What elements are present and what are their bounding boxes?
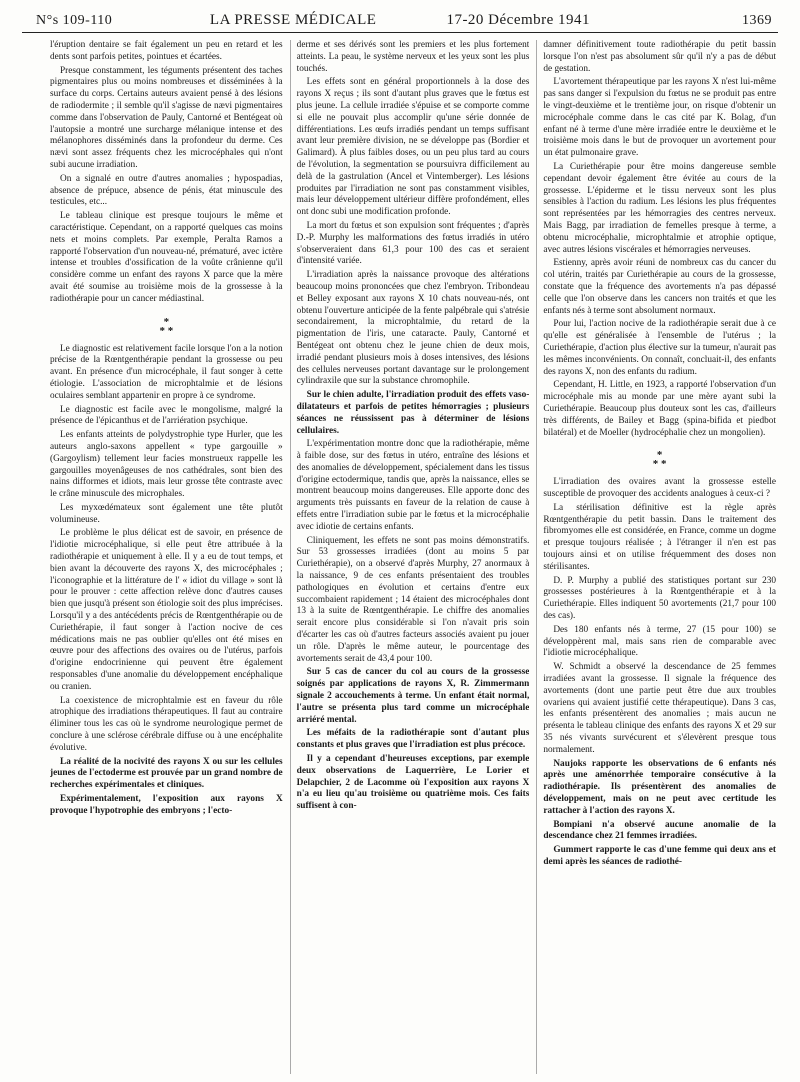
paragraph: Les enfants atteints de polydystrophie type Hurler, que les auteurs anglo-saxons appellent « type gargouille » (Gargoylism) tellement leur facies monstrueux rappelle les gargouilles moyenâgeuses de nos cathédrales, sont bien des nains difformes et idiots, mais leur grosse tête contraste avec le crâne minuscule des microphales.	[50, 430, 283, 500]
paragraph: Naujoks rapporte les observations de 6 enfants nés après une aménorrhée temporaire consécutive à la radiothérapie. Ils présentèrent des anomalies de développement, mais on ne peut avec certitude les rattacher à l'action des rayons X.	[543, 758, 777, 816]
paragraph: L'avortement thérapeutique par les rayons X n'est lui-même pas sans danger si l'expulsion du fœtus ne se produit pas entre le vingt-deuxième et le trentième jour, on risque d'obtenir un microcéphale comme dans le cas cité par K. Bolag, d'un enfant né à terme d'une mère irradiée entre le deuxième et le troisième mois dans le but de provoquer un avortement pour un état pulmonaire grave.	[543, 77, 777, 159]
paragraph: Sur 5 cas de cancer du col au cours de la grossesse soignés par applications de rayons X, R. Zimmermann signale 2 accouchements à terme. Un enfant était normal, l'autre se présenta plus tard comme un microcéphale arriéré mental.	[296, 667, 530, 725]
paragraph: Pour lui, l'action nocive de la radiothérapie serait due à ce qu'elle est généralisée à l'ensemble de l'utérus ; la Curiethérapie, d'action plus élective sur la tumeur, n'aurait pas les mêmes inconvénients. On connaît, concluait-il, des enfants des rayons X, non des enfants du radium.	[543, 319, 777, 377]
paragraph: L'irradiation après la naissance provoque des altérations beaucoup moins prononcées que chez l'embryon. Tribondeau et Belley exposant aux rayons X 10 chats nouveau-nés, ont obtenu l'ouverture anticipée de la fente palpébrale qui s'atrésie secondairement, la microphtalmie, du retard de la pigmentation de l'iris, une cataracte. Pauly, Cantorné et Bentégeat ont obtenu chez le jeune chien de deux mois, irradié pendant plusieurs mois à doses intensives, des lésions des cellules nerveuses portant davantage sur le prolongement cylindraxile que sur la substance chromophile.	[296, 270, 530, 387]
section-separator: * * *	[159, 315, 174, 337]
paragraph: La réalité de la nocivité des rayons X ou sur les cellules jeunes de l'ectoderme est prouvée par un grand nombre de recherches expérimentales et cliniques.	[50, 756, 283, 791]
paragraph: Bompiani n'a observé aucune anomalie de la descendance chez 21 femmes irradiées.	[543, 819, 777, 842]
paragraph: L'irradiation des ovaires avant la grossesse estelle susceptible de provoquer des accidents analogues à ceux-ci ?	[543, 477, 777, 500]
paragraph: Estienny, après avoir réuni de nombreux cas du cancer du col utérin, traités par Curiethérapie au cours de la grossesse, constate que la fréquence des avortements n'a pas dépassé celle que l'on observe dans les cancers non traités et que les enfants nés à terme sont absolument normaux.	[543, 258, 777, 316]
journal-title: LA PRESSE MÉDICALE	[209, 12, 377, 28]
paragraph: Le problème le plus délicat est de savoir, en présence de l'idiotie microcéphalique, si elle peut être attribuée à la radiothérapie et uniquement à elle. Il y a eu de tout temps, et bien avant la découverte des rayons X, des microcéphales ; l'iconographie et la littérature de l' « idiot du village » sont là pour le prouver : cette affection relève donc d'autres causes bien que jusqu'à présent son étiologie soit des plus imprécises. Lorsqu'il y a des antécédents précis de Rœntgenthérapie ou de Curiethérapie, il faut songer à l'action nocive de ces médications mais ne pas oublier qu'elles ont été mises en œuvre pour des affections des ovaires ou de l'utérus, parfois d'origine endocrinienne qui peuvent être également responsables d'une anomalie du développement encéphalique ou cranien.	[50, 528, 283, 692]
paragraph: l'éruption dentaire se fait également un peu en retard et les dents sont parfois petites, pointues et écartées.	[50, 40, 283, 62]
page-header	[22, 10, 778, 33]
paragraph: Presque constamment, les téguments présentent des taches pigmentaires plus ou moins nombreuses et disséminées à la surface du corps. Certains auteurs avaient pensé à des lésions de radiodermite ; il semble qu'il s'agisse de nævi pigmentaires comme dans l'observation de Pauly, Cantorné et Bentégeat où l'autopsie a montré une surcharge mélanique intense et des mélanophores disséminés dans la profondeur du derme. Ces nævi sont assez fréquents chez les microcéphales qui n'ont subi aucune irradiation.	[50, 65, 283, 170]
paragraph: W. Schmidt a observé la descendance de 25 femmes irradiées avant la grossesse. Il signale la fréquence des avortements (dont une partie peut être due aux troubles ovariens qui avaient justifié cette thérapeutique). Dans 3 cas, les enfants présentèrent des anomalies ; mais aucun ne présenta le tableau clinique des enfants des rayons X et 29 sur 35 nés vivants survécurent et s'élevèrent presque tous normalement.	[543, 662, 777, 755]
paragraph: Gummert rapporte le cas d'une femme qui deux ans et demi après les séances de radiothé-	[543, 845, 777, 867]
paragraph: Sur le chien adulte, l'irradiation produit des effets vaso-dilatateurs et parfois de petites hémorragies ; plusieurs séances ne réussissent pas à déterminer de lésions cellulaires.	[296, 390, 530, 436]
header-center	[22, 12, 778, 29]
column-2	[290, 40, 530, 1074]
column-1	[50, 40, 283, 1074]
paragraph: La Curiethérapie pour être moins dangereuse semble cependant devoir également être évitée au cours de la grossesse. L'épiderme et le tissu nerveux sont les plus sensibles à l'action du radium. Les lésions les plus fréquentes sont représentées par les hémorragies des centres nerveux. Mais Bagg, par irradiation de femelles presque à terme, a obtenu microcéphalie, microphtalmie et atrophie optique, avec autres lésions viscérales et hémorragies nerveuses.	[543, 161, 777, 255]
column-3	[536, 40, 776, 1074]
issue-number: N°s 109-110	[36, 13, 113, 28]
paragraph: Les méfaits de la radiothérapie sont d'autant plus constants et plus graves que l'irradiation est plus précoce.	[296, 728, 530, 751]
page-number: 1369	[742, 13, 772, 28]
paragraph: Les myxœdémateux sont également une tête plutôt volumineuse.	[50, 502, 283, 525]
paragraph: La stérilisation définitive est la règle après Rœntgenthérapie du petit bassin. Dans le traitement des fibromyomes elle est considérée, en France, comme un dogme et presque toujours réalisée ; à l'étranger il n'en est pas toujours ainsi et on utilise fréquemment des doses non stérilisantes.	[543, 502, 777, 572]
paragraph: On a signalé en outre d'autres anomalies ; hypospadias, absence de prépuce, absence de pénis, état minuscule des testicules, etc...	[50, 173, 283, 208]
issue-date: 17-20 Décembre 1941	[446, 12, 591, 28]
section-separator: * * *	[652, 449, 667, 471]
paragraph: damner définitivement toute radiothérapie du petit bassin lorsque l'on n'est pas absolument sûr qu'il n'y a pas de début de gestation.	[543, 40, 777, 74]
paragraph: La mort du fœtus et son expulsion sont fréquentes ; d'après D.-P. Murphy les malformations des fœtus irradiés in utéro s'observeraient dans 61,3 pour 100 des cas et seraient d'intensité variée.	[296, 220, 530, 267]
paragraph: Les effets sont en général proportionnels à la dose des rayons X reçus ; ils sont d'autant plus graves que le fœtus est plus jeune. La cellule irradiée s'épuise et se comporte comme si elle ne pouvait plus accomplir qu'une série donnée de différentiations. Les œufs irradiés pendant un temps suffisant avant leur première division, ne se développe pas (Bordier et Galimard). À plus faibles doses, ou un peu plus tard au cours de l'évolution, la segmentation se poursuivra difficilement au delà de la gastrulation (Ancel et Vintemberger). Les lésions produites par l'irradiation ne sont pas constamment visibles, mais leur développement ultérieur diffère profondément, elles ont donc subi une modification profonde.	[296, 77, 530, 218]
paragraph: derme et ses dérivés sont les premiers et les plus fortement atteints. La peau, le système nerveux et les yeux sont les plus touchés.	[296, 40, 530, 74]
paragraph: Cliniquement, les effets ne sont pas moins démonstratifs. Sur 53 grossesses irradiées (dont au moins 5 par Curiethérapie), on a observé d'après Murphy, 27 anormaux à la naissance, 9 de ces enfants présentaient des troubles pathologiques en évolution et certains d'entre eux succombaient rapidement ; 14 étaient des microcéphales dont 13 à la suite de Rœntgenthérapie. Le chiffre des anomalies serait encore plus considérable si l'on n'avait pris soin d'écarter les cas où d'autres facteurs associés avaient pu jouer un rôle. D'après le même auteur, le pourcentage des avortements serait de 43,4 pour 100.	[296, 535, 530, 664]
paragraph: La coexistence de microphtalmie est en faveur du rôle atrophique des irradiations thérapeutiques. Il faut au contraire éliminer tous les cas où le syndrome neurologique permet de conclure à une sclérose cérébrale diffuse ou à une encéphalite évolutive.	[50, 695, 283, 753]
paragraph: Le tableau clinique est presque toujours le même et caractéristique. Cependant, on a rapporté quelques cas moins nets et moins complets. Par exemple, Peralta Ramos a rapporté l'observation d'un nouveau-né, prématuré, avec ictère intense et troubles d'ossification de la voûte crânienne qu'il considère comme un enfant des rayons X parce que la mère avait été soumise au troisième mois de la grossesse à la radiothérapie pour un cancer médiastinal.	[50, 211, 283, 304]
paragraph: D. P. Murphy a publié des statistiques portant sur 230 grossesses postérieures à la Rœntgenthérapie et à la Curiethérapie. Elles indiquent 50 avortements (21,7 pour 100 des cas).	[543, 575, 777, 622]
article-body	[50, 40, 776, 1074]
paragraph: Des 180 enfants nés à terme, 27 (15 pour 100) se développèrent mal, mais sans rien de comparable avec l'idiotie microcéphalique.	[543, 624, 777, 659]
paragraph: Expérimentalement, l'exposition aux rayons X provoque l'hypotrophie des embryons ; l'ecto-	[50, 794, 283, 816]
paragraph: L'expérimentation montre donc que la radiothérapie, même à faible dose, sur des fœtus in utéro, entraîne des lésions et des anomalies de développement, spécialement dans les tissus d'origine ectodermique, tandis que, après la naissance, elles se montrent beaucoup moins dangereuses. Elle apporte donc des arguments très puissants en faveur de la relation de cause à effets entre l'irradiation subie par le fœtus et la microcéphalie avec idiotie de certains enfants.	[296, 439, 530, 532]
paragraph: Il y a cependant d'heureuses exceptions, par exemple deux observations de Laquerrière, Le Lorier et Delapchier, 2 de Lacomme où l'exposition aux rayons X n'a eu lieu qu'au troisième ou quatrième mois. Ces faits suffisent à con-	[296, 754, 530, 812]
paragraph: Le diagnostic est facile avec le mongolisme, malgré la présence de l'épicanthus et de l'arriération psychique.	[50, 404, 283, 427]
paragraph: Cependant, H. Little, en 1923, a rapporté l'observation d'un microcéphale mis au monde par une mère ayant subi la Curiethérapie. Beaucoup plus douteux sont les cas, d'ailleurs très différents, de Bailey et Bagg (spina-bifida et piedbot bilatéral) et de Moeller (hydrocéphalie chez un mongolien).	[543, 380, 777, 438]
paragraph: Le diagnostic est relativement facile lorsque l'on a la notion précise de la Rœntgenthérapie pendant la grossesse ou peu avant. En présence d'un microcéphale, il faut songer à cette étiologie. L'association de microphtalmie et de lésions oculaires semblant appartenir en propre à ce syndrome.	[50, 343, 283, 401]
